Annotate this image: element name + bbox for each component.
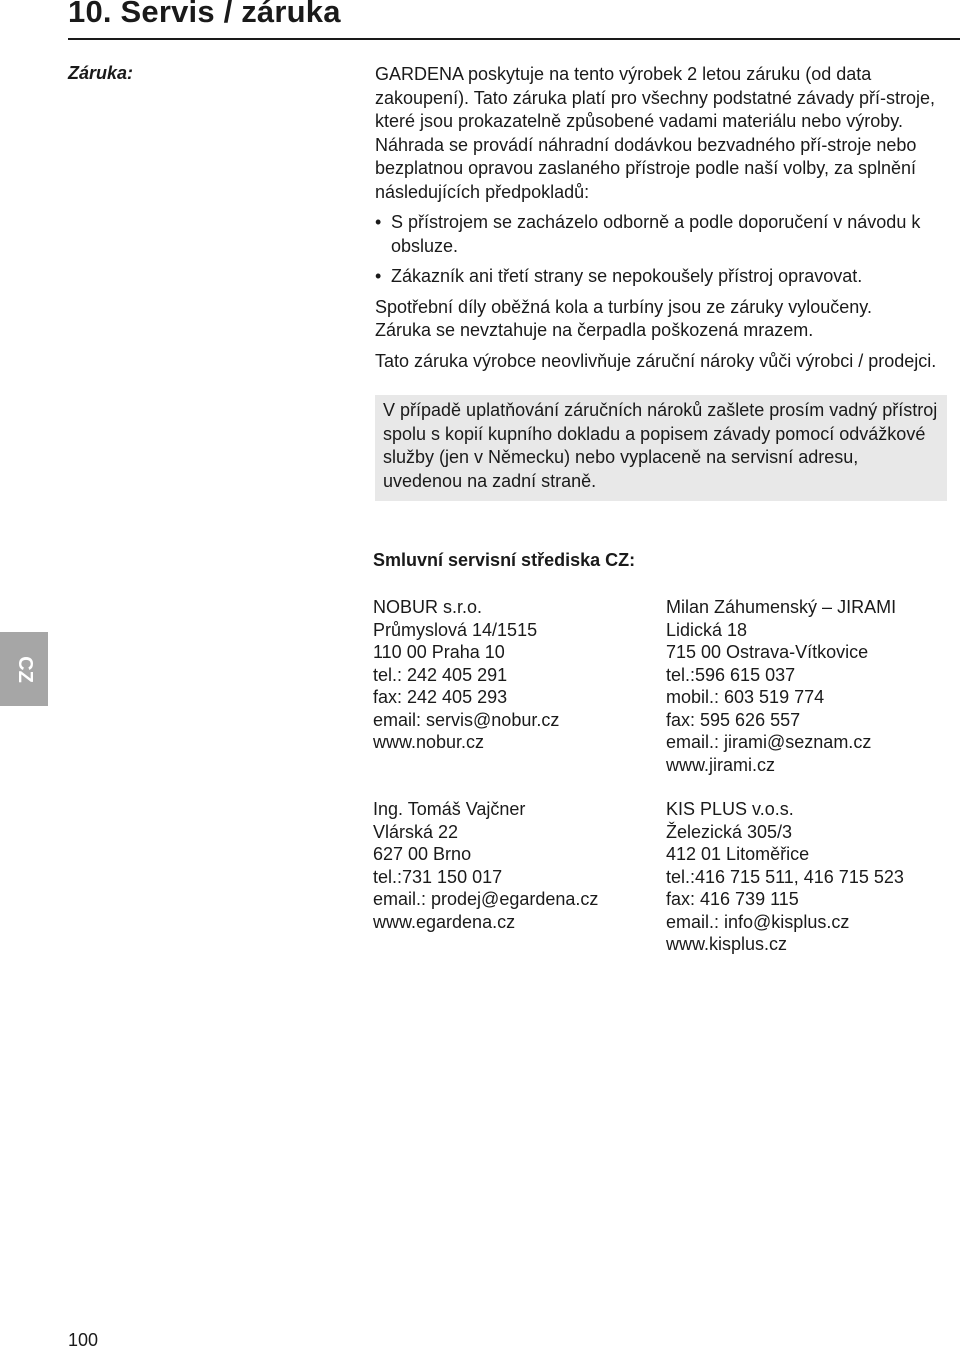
list-item [375, 211, 945, 258]
service-center-kisplus [666, 798, 904, 956]
contact-line: fax: 416 739 115 [666, 889, 799, 909]
contact-line: tel.: 242 405 291 [373, 664, 508, 685]
bullet-icon: • [375, 266, 382, 286]
contact-line: tel.:731 150 017 [373, 866, 503, 887]
contact-line: www.nobur.cz [373, 732, 485, 752]
contact-line: Železická 305/3 [666, 821, 793, 842]
contact-line: fax: 242 405 293 [373, 687, 508, 707]
service-center-jirami [666, 596, 896, 776]
contact-line: NOBUR s.r.o. [373, 597, 483, 617]
page-number: 100 [68, 1330, 99, 1350]
condition-text: S přístrojem se zacházelo odborně a podle doporučení v návodu k obsluze. [391, 212, 921, 256]
contact-line: email.: jirami@seznam.cz [666, 732, 872, 752]
service-centers-heading: Smluvní servisní střediska CZ: [373, 550, 636, 570]
service-center-vajcner [373, 798, 598, 933]
exclusion-text: Záruka se nevztahuje na čerpadla poškozená mrazem. [375, 320, 814, 340]
contact-line: email.: prodej@egardena.cz [373, 889, 599, 909]
contact-line: Ing. Tomáš Vajčner [373, 799, 526, 819]
contact-line: 412 01 Litoměřice [666, 844, 810, 864]
contact-line: Lidická 18 [666, 619, 748, 640]
contact-line: Vlárská 22 [373, 821, 459, 842]
contact-line: email.: info@kisplus.cz [666, 911, 850, 932]
exclusion-text: Spotřební díly oběžná kola a turbíny jsou ze záruky vyloučeny. [375, 296, 872, 317]
language-tab [0, 632, 48, 706]
page-title: 10. Servis / záruka [68, 0, 341, 29]
contact-line: www.jirami.cz [666, 754, 776, 775]
contact-line: 627 00 Brno [373, 844, 472, 864]
contact-line: KIS PLUS v.o.s. [666, 799, 794, 819]
warranty-intro: GARDENA poskytuje na tento výrobek 2 letou záruku (od data zakoupení). Tato záruka platí pro všechny podstatné závady pří-stroje, které jsou prokazatelně způsobené vadami materiálu nebo výroby. Náhrada se provádí náhradní dodávkou bezvadného pří-stroje nebo bezplatnou opravou zaslaného přístroje podle naší volby, za splnění následujících předpokladů: [375, 64, 935, 202]
language-code: CZ [13, 655, 36, 683]
contact-line: mobil.: 603 519 774 [666, 687, 825, 707]
contact-line: email: servis@nobur.cz [373, 709, 560, 730]
warranty-text [375, 63, 945, 373]
warranty-label: Záruka: [68, 63, 134, 83]
contact-line: 715 00 Ostrava-Vítkovice [666, 642, 869, 662]
contact-line: www.egardena.cz [373, 911, 516, 932]
condition-text: Zákazník ani třetí strany se nepokoušely přístroj opravovat. [391, 266, 863, 286]
contact-line: Milan Záhumenský – JIRAMI [666, 597, 897, 617]
contact-line: tel.:416 715 511, 416 715 523 [666, 866, 904, 887]
manufacturer-note: Tato záruka výrobce neovlivňuje záruční nároky vůči výrobci / prodejci. [375, 350, 937, 371]
contact-line: tel.:596 615 037 [666, 664, 796, 685]
contact-line: fax: 595 626 557 [666, 709, 801, 730]
service-center-nobur [373, 596, 559, 754]
return-notice: V případě uplatňování záručních nároků zašlete prosím vadný přístroj spolu s kopií kupního dokladu a popisem závady pomocí odvážkové služby (jen v Německu) nebo vyplaceně na servisní adresu, uvedenou na zadní straně. [375, 395, 947, 501]
bullet-icon: • [375, 212, 382, 232]
list-item [375, 265, 945, 289]
contact-line: www.kisplus.cz [666, 934, 788, 954]
contact-line: Průmyslová 14/1515 [373, 619, 538, 640]
title-divider [68, 38, 960, 40]
warranty-conditions [375, 211, 945, 289]
contact-line: 110 00 Praha 10 [373, 642, 505, 662]
